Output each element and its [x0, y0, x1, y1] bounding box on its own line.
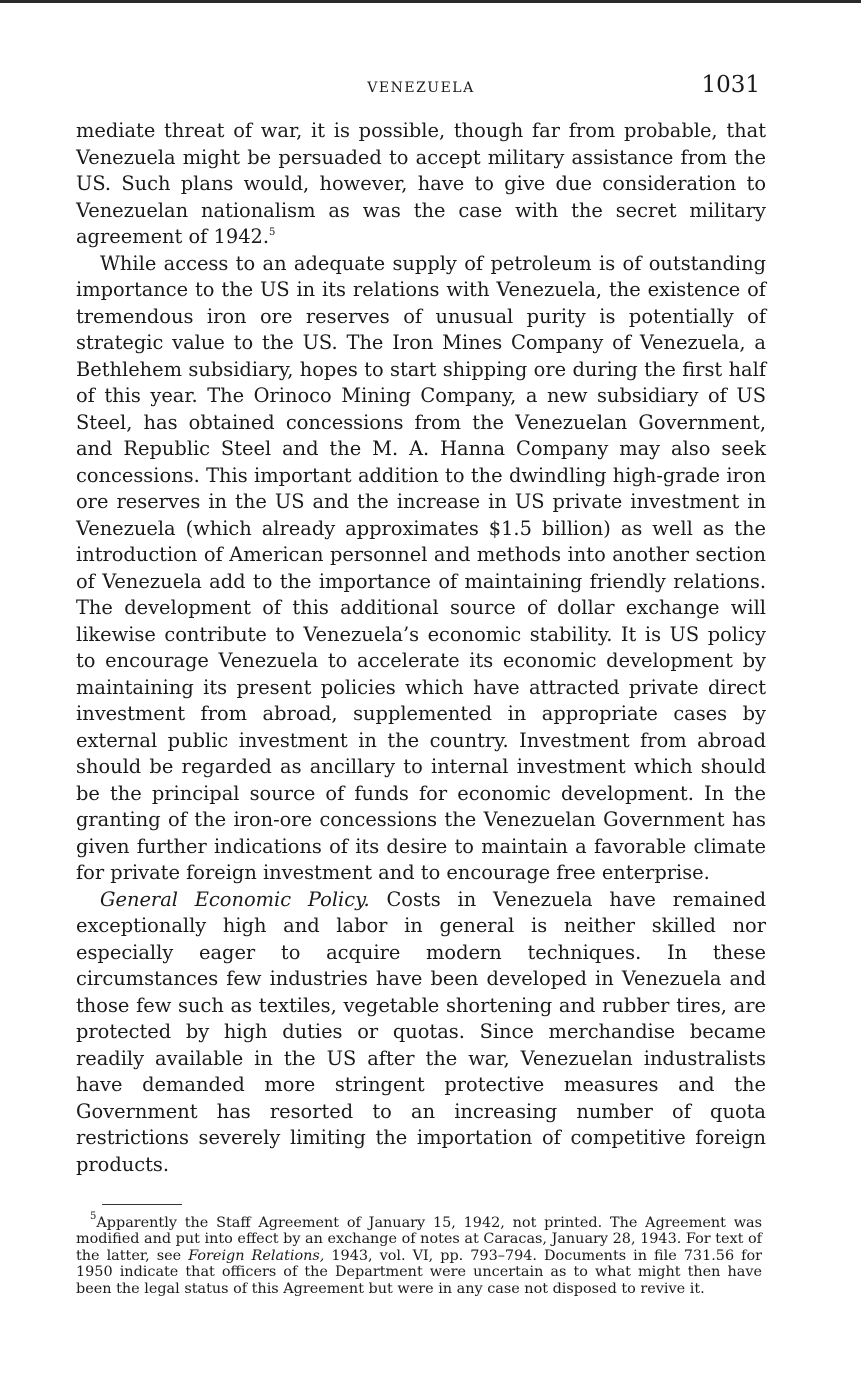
- document-page: [76, 72, 766, 1297]
- footnote-reference: 5: [269, 227, 276, 238]
- paragraph-continued: [76, 118, 766, 251]
- paragraph-1-text: mediate threat of war, it is possible, though far from probable, that Venezuela might be persuaded to accept military assistance from the US. Such plans would, however, have to give due consideration to Venezuelan nationalism as was the case with the secret military agreement of 1942.: [76, 119, 766, 248]
- section-heading: General Economic Policy.: [100, 887, 370, 911]
- footnote-text-b: 1943, vol. VI, pp. 793–794. Documents in file 731.56 for 1950 indicate that officers of the Department were uncertain as to what might then have been the legal status of this Agreement but were in any case not disposed to revive it.: [76, 1247, 762, 1297]
- footnote-divider: [102, 1204, 182, 1205]
- paragraph-3-text: Costs in Venezuela have remained exceptionally high and labor in general is neither skilled nor especially eager to acquire modern techniques. In these circumstances few industries have been developed in Venezuela and those few such as textiles, vegetable shortening and rubber tires, are protected by high duties or quotas. Since merchandise became readily available in the US after the war, Venezuelan industralists have demanded more stringent protective measures and the Government has resorted to an increasing number of quota restrictions severely limiting the importation of competitive foreign products.: [76, 887, 766, 1176]
- footnote: [76, 1211, 766, 1297]
- paragraph-economic-policy: [76, 887, 766, 1179]
- running-title: VENEZUELA: [367, 80, 475, 96]
- footnote-text-a: Apparently the Staff Agreement of January 15, 1942, not printed. The Agreement was modified and put into effect by an exchange of notes at Caracas, January 28, 1943. For text of the latter, see: [76, 1215, 762, 1264]
- paragraph-iron-ore: While access to an adequate supply of petroleum is of outstanding importance to the US in its relations with Venezuela, the existence of tremendous iron ore reserves of unusual purity is potentially of strategic value to the US. The Iron Mines Company of Venezuela, a Bethlehem subsidiary, hopes to start shipping ore during the first half of this year. The Orinoco Mining Company, a new subsidiary of US Steel, has obtained concessions from the Venezuelan Government, and Republic Steel and the M. A. Hanna Company may also seek concessions. This important addition to the dwindling high-grade iron ore reserves in the US and the increase in US private investment in Venezuela (which already approximates $1.5 billion) as well as the introduction of American personnel and methods into another section of Venezuela add to the importance of maintaining friendly relations. The development of this additional source of dollar exchange will likewise contribute to Venezuela’s economic stability. It is US policy to encourage Venezuela to accelerate its economic development by maintaining its present policies which have attracted private direct investment from abroad, supplemented in appropriate cases by external public investment in the country. Investment from abroad should be regarded as ancillary to internal investment which should be the principal source of funds for economic development. In the granting of the iron-ore concessions the Venezuelan Government has given further indications of its desire to maintain a favorable climate for private foreign investment and to encourage free enterprise.: [76, 251, 766, 884]
- running-head: [76, 72, 766, 106]
- footnote-italic-title: Foreign Relations,: [188, 1247, 325, 1264]
- body-text: [76, 118, 766, 1178]
- page-number: 1031: [701, 72, 760, 98]
- top-edge-rule: [0, 0, 861, 3]
- footnote-marker: 5: [90, 1211, 97, 1222]
